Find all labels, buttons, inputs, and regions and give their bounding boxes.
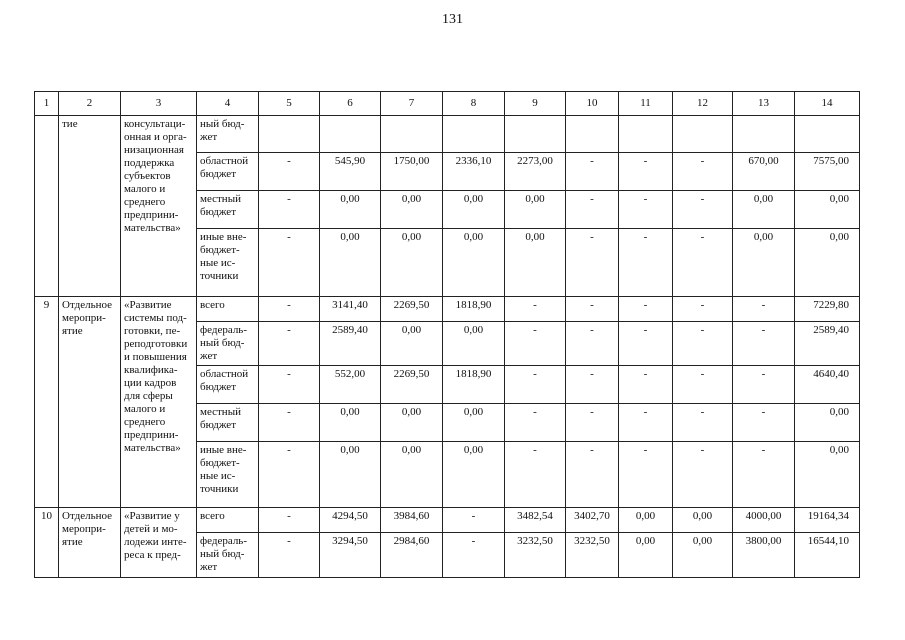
value-cell: 16544,10 xyxy=(795,533,860,578)
funding-source: всего xyxy=(197,297,259,322)
column-header: 8 xyxy=(443,92,505,116)
column-header: 12 xyxy=(673,92,733,116)
value-cell: 0,00 xyxy=(381,229,443,297)
value-cell: - xyxy=(619,153,673,191)
value-cell: 0,00 xyxy=(320,404,381,442)
value-cell: 0,00 xyxy=(381,404,443,442)
value-cell: 0,00 xyxy=(733,229,795,297)
table-row xyxy=(35,297,860,322)
value-cell: - xyxy=(259,404,320,442)
funding-source: федераль-ный бюд-жет xyxy=(197,533,259,578)
value-cell: 1750,00 xyxy=(381,153,443,191)
column-header: 3 xyxy=(121,92,197,116)
column-header: 2 xyxy=(59,92,121,116)
value-cell: 0,00 xyxy=(733,191,795,229)
event-name: «Развитие системы под-готовки, пе-реподготовки и повышения квалифика-ции кадров для сферы малого и среднего предприни-мательства» xyxy=(121,297,197,508)
value-cell: - xyxy=(566,322,619,366)
budget-table xyxy=(34,91,860,578)
value-cell: - xyxy=(619,297,673,322)
value-cell xyxy=(505,116,566,153)
value-cell: - xyxy=(259,153,320,191)
value-cell xyxy=(381,116,443,153)
page-number: 131 xyxy=(442,12,463,27)
value-cell: - xyxy=(733,297,795,322)
funding-source: всего xyxy=(197,508,259,533)
value-cell: - xyxy=(566,153,619,191)
funding-source: областной бюджет xyxy=(197,153,259,191)
value-cell: - xyxy=(259,297,320,322)
value-cell: 0,00 xyxy=(320,442,381,508)
value-cell: - xyxy=(673,404,733,442)
value-cell: 3482,54 xyxy=(505,508,566,533)
funding-source: ный бюд-жет xyxy=(197,116,259,153)
funding-source: иные вне-бюджет-ные ис-точники xyxy=(197,229,259,297)
value-cell: 7229,80 xyxy=(795,297,860,322)
value-cell: - xyxy=(619,191,673,229)
value-cell: 3232,50 xyxy=(505,533,566,578)
column-header: 1 xyxy=(35,92,59,116)
funding-source: иные вне-бюджет-ные ис-точники xyxy=(197,442,259,508)
event-name: «Развитие у детей и мо-лодежи инте-реса к пред- xyxy=(121,508,197,578)
value-cell: - xyxy=(619,229,673,297)
value-cell: - xyxy=(259,508,320,533)
value-cell: - xyxy=(673,191,733,229)
value-cell: - xyxy=(443,508,505,533)
value-cell: - xyxy=(673,229,733,297)
value-cell: 0,00 xyxy=(795,191,860,229)
column-header: 7 xyxy=(381,92,443,116)
row-number: 9 xyxy=(35,297,59,508)
value-cell: 545,90 xyxy=(320,153,381,191)
value-cell: 4294,50 xyxy=(320,508,381,533)
value-cell: 0,00 xyxy=(443,404,505,442)
value-cell: 7575,00 xyxy=(795,153,860,191)
value-cell: - xyxy=(673,442,733,508)
value-cell: - xyxy=(505,442,566,508)
value-cell: 0,00 xyxy=(673,508,733,533)
value-cell: 0,00 xyxy=(443,322,505,366)
column-header: 5 xyxy=(259,92,320,116)
value-cell: 0,00 xyxy=(381,442,443,508)
event-name: консультаци-онная и орга-низационная поддержка субъектов малого и среднего предприни-мательства» xyxy=(121,116,197,297)
funding-source: местный бюджет xyxy=(197,404,259,442)
value-cell: 0,00 xyxy=(795,404,860,442)
event-type: тие xyxy=(59,116,121,297)
value-cell: 2336,10 xyxy=(443,153,505,191)
column-header: 13 xyxy=(733,92,795,116)
value-cell: 0,00 xyxy=(673,533,733,578)
value-cell: - xyxy=(566,366,619,404)
value-cell: - xyxy=(619,442,673,508)
value-cell: - xyxy=(619,404,673,442)
value-cell: - xyxy=(505,404,566,442)
value-cell: 1818,90 xyxy=(443,366,505,404)
value-cell: - xyxy=(259,229,320,297)
value-cell: 0,00 xyxy=(619,508,673,533)
value-cell xyxy=(566,116,619,153)
value-cell: - xyxy=(566,442,619,508)
event-type: Отдельное меропри-ятие xyxy=(59,297,121,508)
column-header: 6 xyxy=(320,92,381,116)
value-cell: - xyxy=(505,322,566,366)
value-cell: 0,00 xyxy=(381,322,443,366)
value-cell: 670,00 xyxy=(733,153,795,191)
value-cell xyxy=(443,116,505,153)
value-cell: - xyxy=(443,533,505,578)
funding-source: областной бюджет xyxy=(197,366,259,404)
value-cell: - xyxy=(259,191,320,229)
value-cell: - xyxy=(566,404,619,442)
value-cell: 3141,40 xyxy=(320,297,381,322)
value-cell: - xyxy=(259,533,320,578)
value-cell: 0,00 xyxy=(505,191,566,229)
column-header: 14 xyxy=(795,92,860,116)
value-cell: 2269,50 xyxy=(381,366,443,404)
event-type: Отдельное меропри-ятие xyxy=(59,508,121,578)
value-cell: - xyxy=(619,366,673,404)
value-cell: 4640,40 xyxy=(795,366,860,404)
value-cell: 0,00 xyxy=(443,191,505,229)
value-cell: 2589,40 xyxy=(795,322,860,366)
value-cell: - xyxy=(566,297,619,322)
value-cell: - xyxy=(673,297,733,322)
value-cell: 0,00 xyxy=(443,229,505,297)
value-cell: 0,00 xyxy=(381,191,443,229)
value-cell: - xyxy=(566,191,619,229)
value-cell: - xyxy=(259,442,320,508)
value-cell: 1818,90 xyxy=(443,297,505,322)
value-cell: 2589,40 xyxy=(320,322,381,366)
value-cell: - xyxy=(733,322,795,366)
value-cell: 0,00 xyxy=(320,229,381,297)
value-cell xyxy=(619,116,673,153)
row-number: 10 xyxy=(35,508,59,578)
value-cell xyxy=(733,116,795,153)
value-cell xyxy=(259,116,320,153)
value-cell: - xyxy=(733,404,795,442)
table-body xyxy=(35,92,860,578)
column-header: 11 xyxy=(619,92,673,116)
value-cell: 3294,50 xyxy=(320,533,381,578)
column-header: 10 xyxy=(566,92,619,116)
value-cell: 552,00 xyxy=(320,366,381,404)
value-cell: 0,00 xyxy=(619,533,673,578)
value-cell: 3984,60 xyxy=(381,508,443,533)
header-row xyxy=(35,92,860,116)
value-cell: - xyxy=(566,229,619,297)
value-cell: 3232,50 xyxy=(566,533,619,578)
value-cell: - xyxy=(673,153,733,191)
value-cell: - xyxy=(505,297,566,322)
value-cell: 0,00 xyxy=(795,229,860,297)
funding-source: федераль-ный бюд-жет xyxy=(197,322,259,366)
value-cell: 0,00 xyxy=(505,229,566,297)
value-cell: 0,00 xyxy=(320,191,381,229)
value-cell: 0,00 xyxy=(443,442,505,508)
value-cell: - xyxy=(733,442,795,508)
value-cell: - xyxy=(733,366,795,404)
value-cell: - xyxy=(673,322,733,366)
value-cell: 19164,34 xyxy=(795,508,860,533)
value-cell: 2984,60 xyxy=(381,533,443,578)
value-cell: 3402,70 xyxy=(566,508,619,533)
value-cell: 0,00 xyxy=(795,442,860,508)
column-header: 9 xyxy=(505,92,566,116)
value-cell: - xyxy=(619,322,673,366)
table-row xyxy=(35,116,860,153)
value-cell xyxy=(795,116,860,153)
table-row xyxy=(35,508,860,533)
value-cell: - xyxy=(259,366,320,404)
row-number xyxy=(35,116,59,297)
column-header: 4 xyxy=(197,92,259,116)
value-cell: 2269,50 xyxy=(381,297,443,322)
value-cell xyxy=(320,116,381,153)
funding-source: местный бюджет xyxy=(197,191,259,229)
value-cell: - xyxy=(673,366,733,404)
value-cell: - xyxy=(505,366,566,404)
value-cell xyxy=(673,116,733,153)
value-cell: 4000,00 xyxy=(733,508,795,533)
value-cell: 2273,00 xyxy=(505,153,566,191)
value-cell: 3800,00 xyxy=(733,533,795,578)
value-cell: - xyxy=(259,322,320,366)
